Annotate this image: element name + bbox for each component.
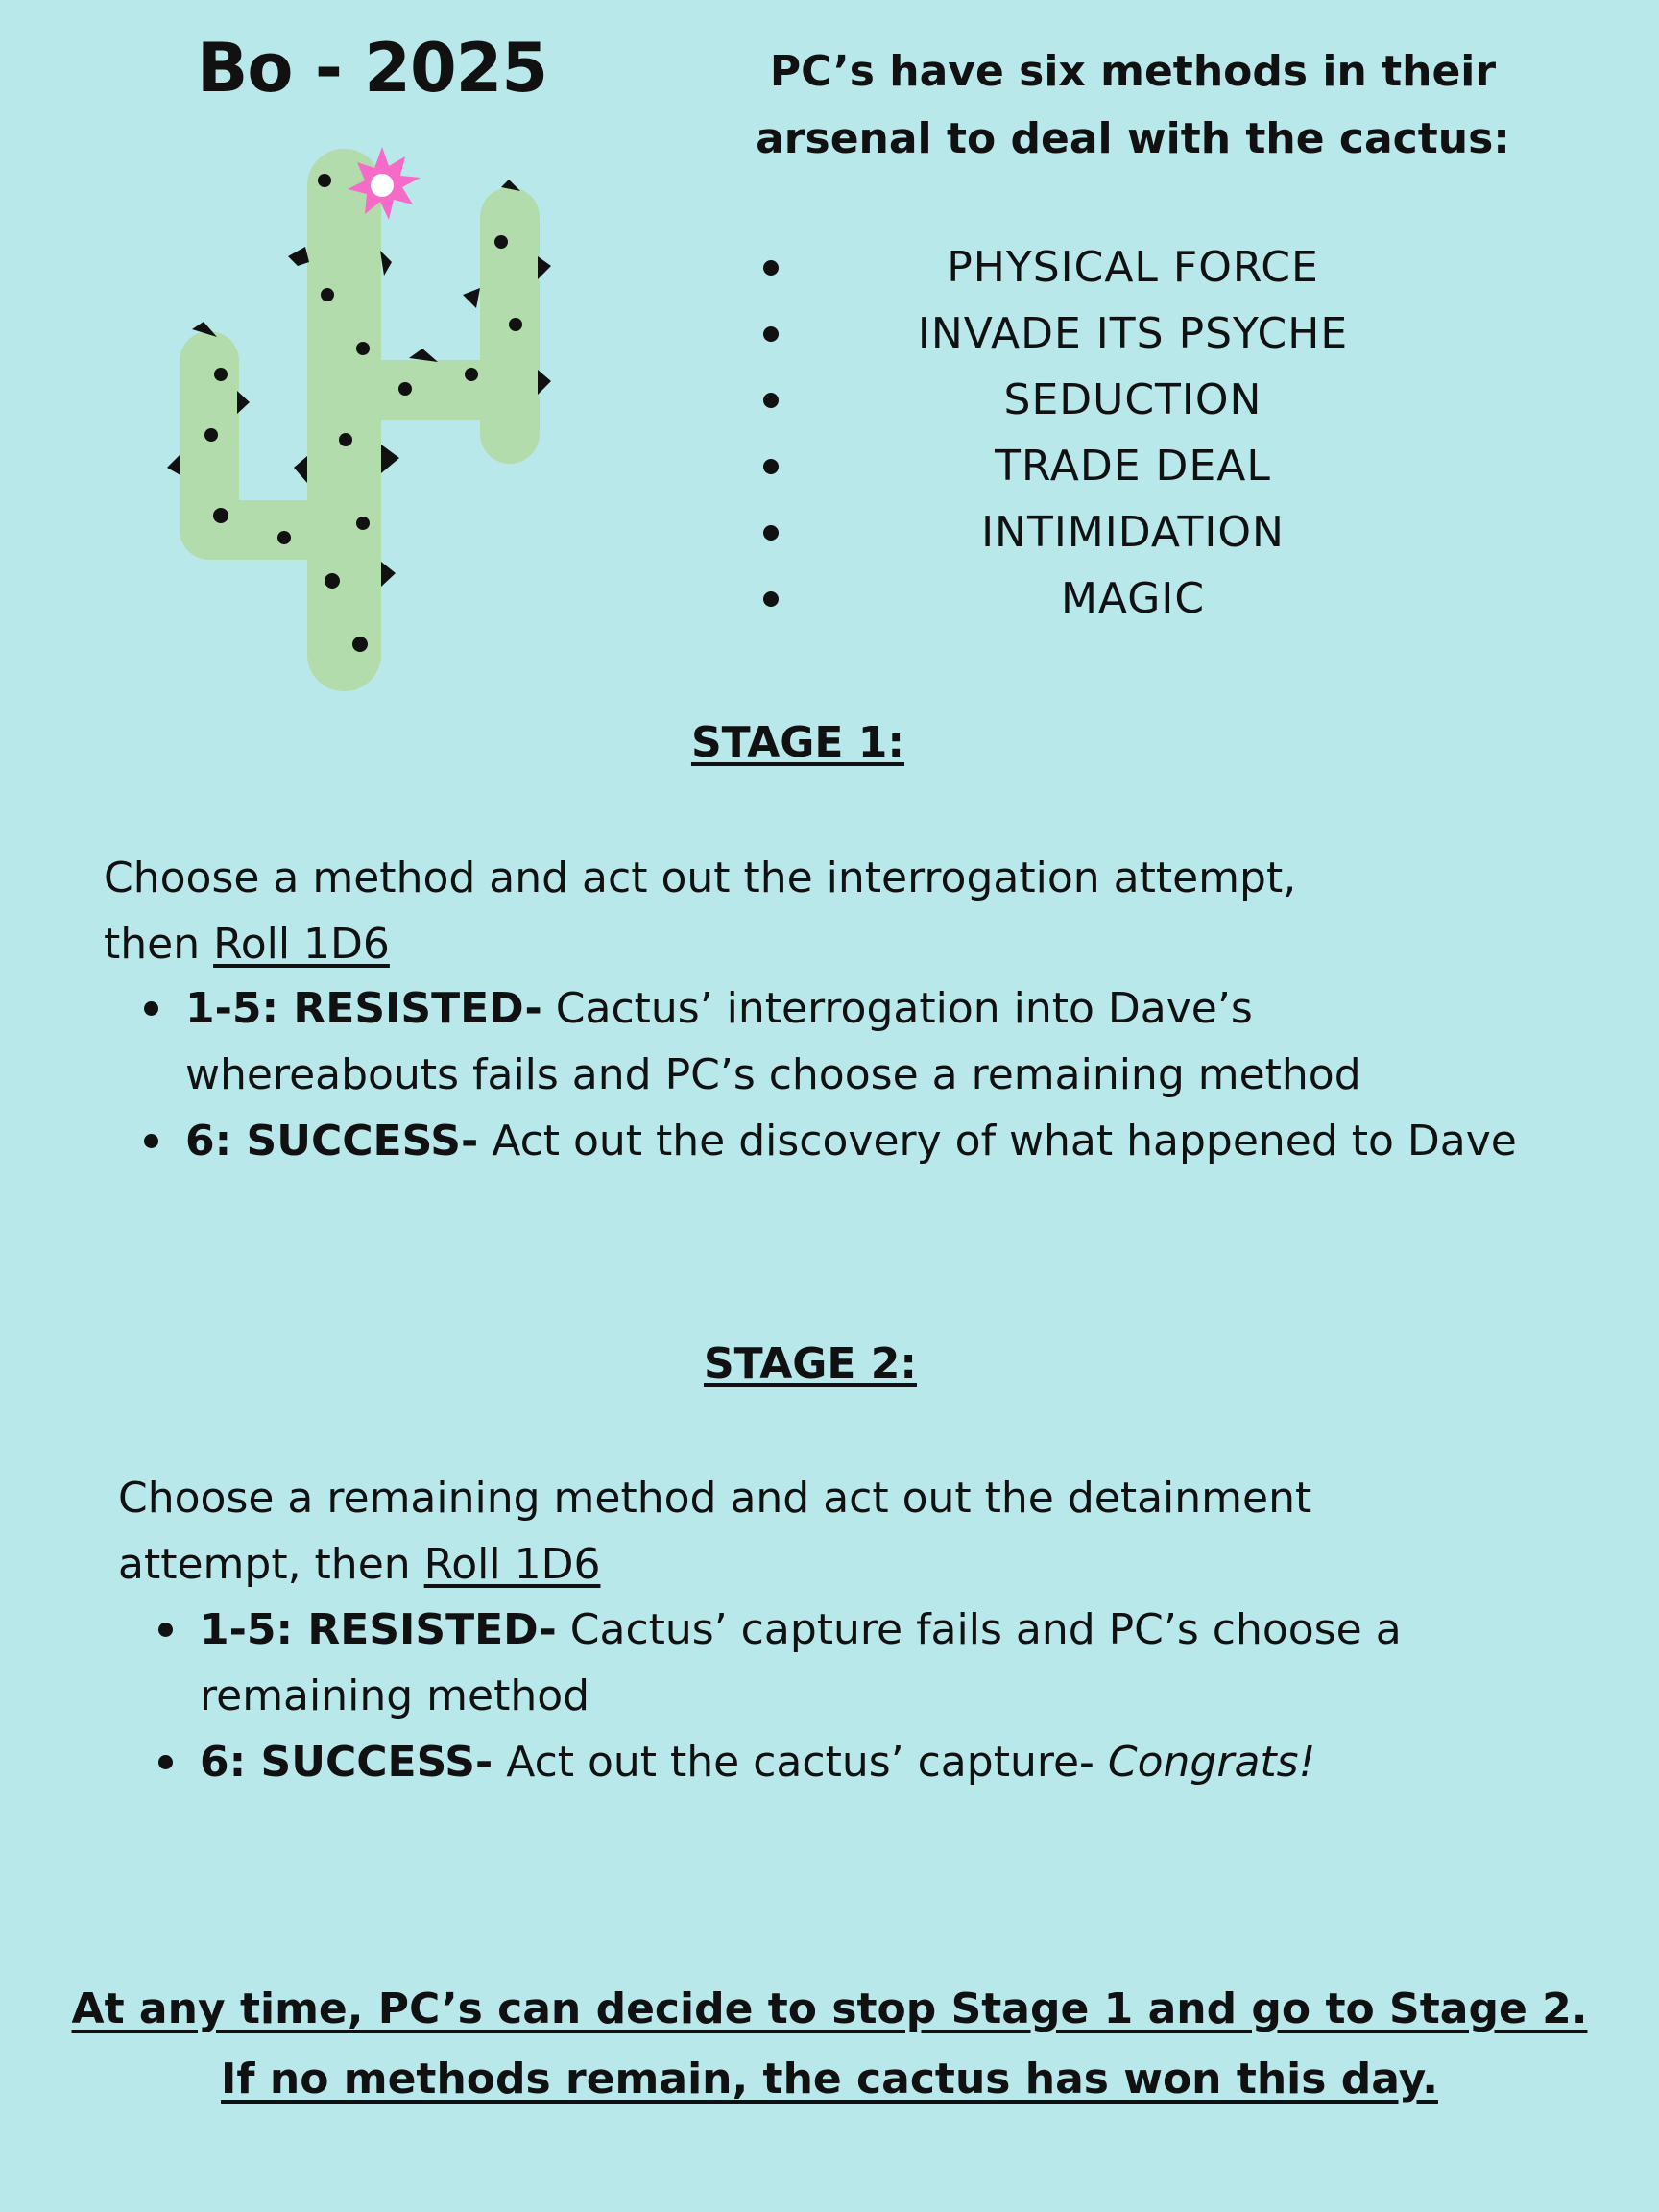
method-label: TRADE DEAL: [995, 442, 1271, 491]
method-item: [739, 565, 1527, 632]
stage-1-line-2: [104, 911, 1544, 977]
method-label: PHYSICAL FORCE: [947, 243, 1319, 292]
bullet-icon: [763, 591, 779, 607]
outcome-text: Act out the discovery of what happened to Dave: [478, 1117, 1517, 1166]
method-item: [739, 234, 1527, 301]
outcome-item: [118, 1597, 1539, 1729]
bullet-icon: [158, 1623, 173, 1637]
outcome-item: [118, 1729, 1539, 1795]
method-label: SEDUCTION: [1003, 375, 1262, 424]
roll-instruction: Roll 1D6: [423, 1540, 601, 1589]
outcome-item: [104, 975, 1525, 1108]
bullet-icon: [763, 393, 779, 408]
outcome-label: 1-5: RESISTED-: [185, 984, 542, 1033]
method-label: INTIMIDATION: [981, 508, 1285, 557]
method-label: INVADE ITS PSYCHE: [917, 309, 1349, 358]
stage-2-instructions: [118, 1465, 1558, 1598]
stage-1-instructions: [104, 845, 1544, 977]
roll-instruction: Roll 1D6: [213, 920, 390, 969]
stage-2-outcomes: [118, 1597, 1539, 1795]
stage-1-line-2-prefix: then: [104, 920, 214, 969]
stage-2-line-2-prefix: attempt, then: [118, 1540, 424, 1589]
method-item: [739, 301, 1527, 367]
stage-2-line-2: [118, 1531, 1558, 1598]
intro-line-1: PC’s have six methods in their: [769, 47, 1497, 96]
methods-list: [739, 234, 1527, 632]
stage-1-line-1: Choose a method and act out the interrogation attempt,: [104, 854, 1297, 902]
outcome-emphasis: Congrats!: [1107, 1738, 1316, 1787]
bullet-icon: [763, 459, 779, 474]
outcome-label: 6: SUCCESS-: [200, 1738, 493, 1787]
bullet-icon: [763, 326, 779, 342]
method-item: [739, 499, 1527, 565]
bullet-icon: [144, 1134, 158, 1148]
cactus-icon: [154, 139, 557, 696]
stage-2-line-1: Choose a remaining method and act out the detainment: [118, 1474, 1312, 1523]
intro-line-2: arsenal to deal with the cactus:: [756, 114, 1510, 163]
method-item: [739, 367, 1527, 433]
bullet-icon: [144, 1001, 158, 1016]
footer-note: [0, 1974, 1659, 2114]
stage-1-outcomes: [104, 975, 1525, 1174]
bullet-icon: [763, 525, 779, 541]
outcome-text: Act out the cactus’ capture-: [493, 1738, 1108, 1787]
outcome-label: 6: SUCCESS-: [185, 1117, 479, 1166]
page-title: Bo - 2025: [197, 29, 548, 108]
bullet-icon: [158, 1755, 173, 1769]
outcome-text: Cactus’ capture fails and PC’s choose a remaining method: [200, 1605, 1402, 1720]
stage-1-heading: STAGE 1:: [690, 718, 905, 767]
method-label: MAGIC: [1060, 574, 1206, 623]
method-item: [739, 433, 1527, 499]
intro-text: [739, 38, 1527, 173]
stage-2-heading: STAGE 2:: [703, 1339, 918, 1388]
outcome-label: 1-5: RESISTED-: [200, 1605, 557, 1654]
footer-line-1: At any time, PC’s can decide to stop Stage 1 and go to Stage 2.: [71, 1984, 1588, 2033]
footer-line-2: If no methods remain, the cactus has won this day.: [221, 2055, 1438, 2104]
bullet-icon: [763, 260, 779, 276]
outcome-text: Cactus’ interrogation into Dave’s whereabouts fails and PC’s choose a remaining method: [185, 984, 1361, 1099]
outcome-item: [104, 1108, 1525, 1174]
